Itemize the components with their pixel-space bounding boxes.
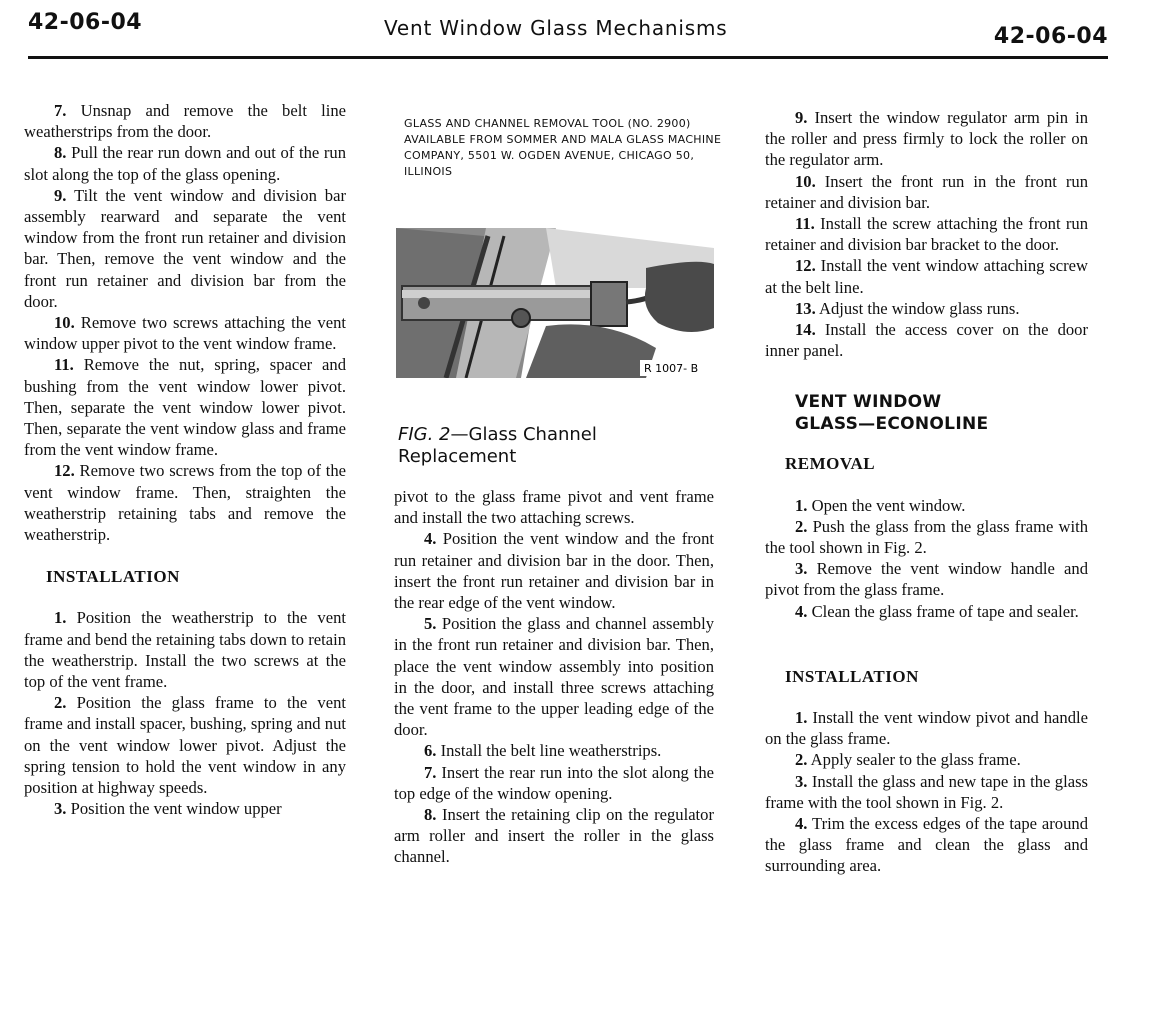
column-middle — [394, 486, 714, 868]
installation-heading: INSTALLATION — [46, 567, 180, 587]
install-step-13: 13. Adjust the window glass runs. — [795, 298, 1020, 318]
step-12: 12. Remove two screws from the top of the vent window frame. Then, straighten the weatherstrip retaining tabs and remove the weatherstrip. — [24, 461, 346, 545]
page-number-left: 42-06-04 — [28, 10, 143, 35]
install-step-14: 14. Install the access cover on the door inner panel. — [765, 320, 1088, 361]
step-10: 10. Remove two screws attaching the vent window upper pivot to the vent window frame. — [24, 313, 346, 354]
install-step-12: 12. Install the vent window attaching screw at the belt line. — [765, 256, 1088, 297]
install-step-8: 8. Insert the retaining clip on the regulator arm roller and insert the roller in the glass channel. — [394, 805, 714, 867]
installation-heading-econoline: INSTALLATION — [785, 666, 919, 686]
removal-step-2: 2. Push the glass from the glass frame with the tool shown in Fig. 2. — [765, 516, 1088, 558]
install-step-4: 4. Position the vent window and the front run retainer and division bar in the door. Then, insert the front run retainer and division bar in the rear edge of the vent window. — [394, 529, 714, 613]
glass-channel-tool-photo — [396, 228, 714, 378]
removal-step-4: 4. Clean the glass frame of tape and sealer. — [795, 601, 1079, 621]
page-number-right: 42-06-04 — [993, 24, 1108, 49]
page-title: Vent Window Glass Mechanisms — [384, 16, 728, 40]
econoline-install-step-1: 1. Install the vent window pivot and handle on the glass frame. — [765, 708, 1088, 749]
step-9: 9. Tilt the vent window and division bar assembly rearward and separate the vent window from the front run retainer and division bar. Then, remove the vent window and the front run retainer and division bar from the door. — [24, 185, 346, 311]
install-step-6: 6. Install the belt line weatherstrips. — [424, 741, 662, 761]
install-step-11: 11. Install the screw attaching the front run retainer and division bar bracket to the door. — [765, 214, 1088, 255]
continued-text: pivot to the glass frame pivot and vent frame and install the two attaching screws. — [394, 487, 714, 528]
install-step-5: 5. Position the glass and channel assembly in the front run retainer and division bar. Then, place the vent window assembly into position in the door, and install three screws attaching the vent frame to the upper leading edge of the door. — [394, 614, 714, 740]
column-left — [24, 100, 346, 820]
step-7: 7. Unsnap and remove the belt line weatherstrips from the door. — [24, 101, 346, 142]
section-heading: VENT WINDOW GLASS—ECONOLINE — [795, 392, 989, 435]
tool-note: GLASS AND CHANNEL REMOVAL TOOL (NO. 2900) AVAILABLE FROM SOMMER AND MALA GLASS MACHINE COMPANY, 5501 W. OGDEN AVENUE, CHICAGO 50, ILLINOIS — [404, 117, 722, 178]
install-step-10: 10. Insert the front run in the front run retainer and division bar. — [765, 171, 1088, 212]
install-step-3: 3. Position the vent window upper — [54, 799, 282, 819]
removal-heading: REMOVAL — [785, 454, 876, 474]
step-11: 11. Remove the nut, spring, spacer and bushing from the vent window lower pivot. Then, separate the vent window lower pivot. Then, separate the vent window glass and frame from the vent window frame. — [24, 355, 346, 460]
install-step-9: 9. Insert the window regulator arm pin in the roller and press firmly to lock the roller on the regulator arm. — [765, 108, 1088, 170]
removal-step-1: 1. Open the vent window. — [795, 495, 966, 515]
install-step-7: 7. Insert the rear run into the slot along the top edge of the window opening. — [394, 762, 714, 803]
econoline-install-step-3: 3. Install the glass and new tape in the glass frame with the tool shown in Fig. 2. — [765, 771, 1088, 812]
header-rule — [28, 56, 1108, 59]
removal-step-3: 3. Remove the vent window handle and pivot from the glass frame. — [765, 559, 1088, 600]
econoline-install-step-2: 2. Apply sealer to the glass frame. — [795, 750, 1021, 770]
step-8: 8. Pull the rear run down and out of the run slot along the top of the glass opening. — [24, 143, 346, 184]
photo-code: R 1007- B — [644, 362, 699, 375]
econoline-install-step-4: 4. Trim the excess edges of the tape around the glass frame and clean the glass and surrounding area. — [765, 814, 1088, 876]
install-step-1: 1. Position the weatherstrip to the vent frame and bend the retaining tabs down to retain the weatherstrip. Install the two screws at the top of the vent frame. — [24, 608, 346, 692]
figure-caption: FIG. 2—Glass Channel Replacement — [398, 424, 597, 467]
column-right — [765, 107, 1088, 877]
install-step-2: 2. Position the glass frame to the vent frame and install spacer, bushing, spring and nut on the vent window lower pivot. Adjust the spring tension to hold the vent window in any position at highway speeds. — [24, 693, 346, 798]
